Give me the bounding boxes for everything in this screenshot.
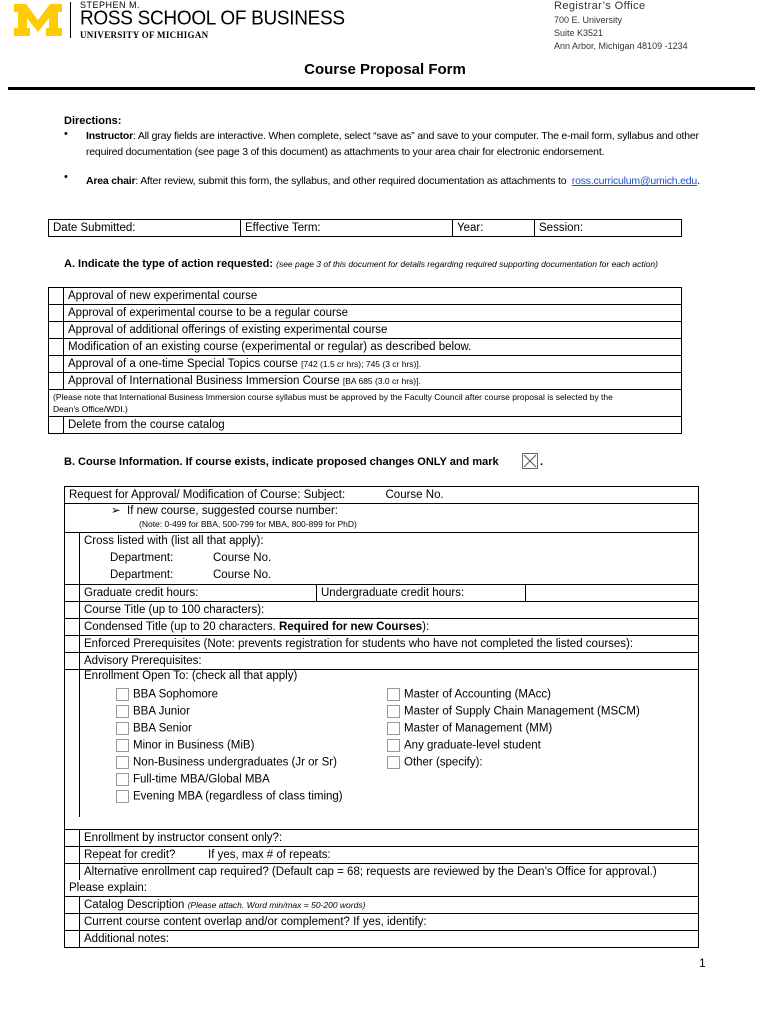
enroll-option-label: Minor in Business (MiB) [133,739,255,752]
new-course-label: If new course, suggested course number: [127,505,338,517]
repeat-field[interactable] [80,847,699,864]
condensed-checkbox[interactable] [65,619,80,636]
section-b-title: B. Course Information. If course exists, indicate proposed changes ONLY and mark [64,456,499,468]
checkbox-icon[interactable] [116,705,129,718]
enroll-option-label: Master of Accounting (MAcc) [404,688,551,701]
page-number: 1 [699,956,706,970]
action-option: Approval of experimental course to be a regular course [64,305,682,322]
request-row[interactable] [65,487,699,504]
condensed-end: ): [422,621,430,633]
action-checkbox[interactable] [49,288,64,305]
brand-university: UNIVERSITY OF MICHIGAN [80,30,209,40]
checkbox-icon[interactable] [116,756,129,769]
checkbox-icon[interactable] [387,705,400,718]
catalog-note: (Please attach. Word min/max = 50-200 words) [187,900,366,910]
checkbox-icon[interactable] [116,773,129,786]
ibi-paragraph-line1: (Please note that International Business Immersion course syllabus must be approved by the Faculty Council after course proposal is selected by the [53,392,613,402]
email-suffix: . [697,175,700,187]
section-b-heading [64,456,499,468]
enroll-option[interactable] [116,756,337,769]
enroll-option[interactable] [116,722,192,735]
enroll-option[interactable] [116,790,343,803]
advisory-prereq-field[interactable]: Advisory Prerequisites: [80,653,699,670]
action-option-delete: Delete from the course catalog [64,417,682,434]
instructor-text: : All gray fields are interactive. When complete, select “save as” and save to your computer. The e-mail form, syllabus and other [133,130,699,142]
enroll-option-label: Full-time MBA/Global MBA [133,773,270,786]
action-option: Approval of new experimental course [64,288,682,305]
enroll-option-label: BBA Senior [133,722,192,735]
date-submitted-field[interactable]: Date Submitted: [49,220,241,237]
request-label: Request for Approval/ Modification of Course: Subject: [69,489,346,501]
special-topics-note: [742 (1.5 cr hrs); 745 (3 cr hrs)]. [301,359,422,369]
new-course-note: (Note: 0-499 for BBA, 500-799 for MBA, 800-899 for PhD) [139,519,357,529]
cap-checkbox[interactable] [65,864,80,881]
credit-checkbox[interactable] [65,585,80,602]
bullet-icon: • [64,171,68,183]
checkbox-icon[interactable] [116,739,129,752]
form-title: Course Proposal Form [304,61,466,78]
instructor-consent-field[interactable]: Enrollment by instructor consent only?: [80,830,699,847]
enroll-option[interactable] [116,773,270,786]
brand-name: ROSS SCHOOL OF BUSINESS [80,7,345,30]
catalog-field[interactable] [80,897,699,914]
action-option [64,356,682,373]
consent-checkbox[interactable] [65,830,80,847]
checkbox-icon[interactable] [387,756,400,769]
university-m-logo [12,2,64,38]
checkbox-icon[interactable] [387,722,400,735]
overlap-field[interactable]: Current course content overlap and/or complement? If yes, identify: [80,914,699,931]
enroll-option[interactable] [387,739,541,752]
address-line2: Suite K3521 [554,28,604,38]
please-explain-field[interactable]: Please explain: [65,880,699,897]
alt-cap-field[interactable]: Alternative enrollment cap required? (Default cap = 68; requests are reviewed by the Dean’s Office for approval.) [80,864,699,881]
instructor-directions [86,128,756,160]
repeat-checkbox[interactable] [65,847,80,864]
enrollment-spacer [65,817,699,830]
enroll-option-label: Non-Business undergraduates (Jr or Sr) [133,756,337,769]
action-checkbox[interactable] [49,373,64,390]
enroll-option-label: Any graduate-level student [404,739,541,752]
additional-notes-field[interactable]: Additional notes: [80,931,699,948]
action-table [48,287,682,434]
enroll-option-label: Master of Supply Chain Management (MSCM) [404,705,640,718]
enroll-option-label: Master of Management (MM) [404,722,553,735]
cross-list-checkbox[interactable] [65,533,80,585]
action-option: Modification of an existing course (experimental or regular) as described below. [64,339,682,356]
address-line3: Ann Arbor, Michigan 48109 -1234 [554,41,688,51]
enroll-option[interactable] [116,688,218,701]
area-chair-directions [86,173,756,189]
department1-field[interactable]: Department: [110,552,174,564]
x-mark-icon [522,453,538,469]
enroll-option-label: BBA Junior [133,705,190,718]
action-checkbox[interactable] [49,305,64,322]
advisory-checkbox[interactable] [65,653,80,670]
arrow-icon: ➢ [111,505,121,517]
enrollment-checkbox[interactable] [65,670,80,818]
checkbox-icon[interactable] [387,739,400,752]
action-option: Approval of additional offerings of existing experimental course [64,322,682,339]
header-rule [8,87,755,90]
enroll-option[interactable] [387,756,483,769]
section-a-title: A. Indicate the type of action requested: [64,258,274,270]
section-b-suffix: . [540,456,544,468]
special-topics-label: Approval of a one-time Special Topics course [68,358,298,370]
email-link[interactable]: ross.curriculum@umich.edu [571,175,698,187]
max-repeats-label: If yes, max # of repeats: [208,849,331,861]
effective-term-field[interactable]: Effective Term: [241,220,453,237]
ibi-paragraph [49,390,682,417]
enforced-prereq-field[interactable]: Enforced Prerequisites (Note: prevents registration for students who have not completed the listed courses): [80,636,699,653]
notes-checkbox[interactable] [65,931,80,948]
checkbox-icon[interactable] [387,688,400,701]
cross-list-label: Cross listed with (list all that apply): [84,535,264,547]
course-no1-field[interactable]: Course No. [213,552,272,564]
action-checkbox[interactable] [49,339,64,356]
instructor-label: Instructor [86,130,134,142]
enroll-option[interactable] [116,705,190,718]
cross-list-row [80,533,699,585]
course-title-field[interactable]: Course Title (up to 100 characters): [80,602,699,619]
address-line1: 700 E. University [554,15,623,25]
checkbox-icon[interactable] [116,688,129,701]
ibi-paragraph-line2: Dean’s Office/WDI.) [53,404,128,414]
condensed-label: Condensed Title (up to 20 characters. [84,621,279,633]
overlap-checkbox[interactable] [65,914,80,931]
enroll-option[interactable] [116,739,254,752]
enroll-option[interactable] [387,705,640,718]
repeat-label: Repeat for credit? [84,849,176,861]
request-course-no: Course No. [385,489,444,501]
area-chair-label: Area chair [86,175,136,187]
section-a-note: (see page 3 of this document for details regarding required supporting documentation for each action) [276,259,658,269]
catalog-label: Catalog Description [84,899,185,911]
instructor-text2: required documentation (see page 3 of this document) as attachments to your area chair for electronic endorsement. [86,146,605,158]
directions-heading: Directions: [64,115,122,127]
checkbox-icon[interactable] [116,790,129,803]
catalog-checkbox[interactable] [65,897,80,914]
action-checkbox[interactable] [49,417,64,434]
enroll-option-label: Evening MBA (regardless of class timing) [133,790,343,803]
ibi-label: Approval of International Business Immersion Course [68,375,340,387]
action-option [64,373,682,390]
enforced-checkbox[interactable] [65,636,80,653]
course-no2-field[interactable]: Course No. [213,569,272,581]
department2-field[interactable]: Department: [110,569,174,581]
brand-small: STEPHEN M. [80,0,141,10]
section-a-heading [64,258,658,270]
enroll-option[interactable] [387,688,551,701]
area-chair-text: : After review, submit this form, the syllabus, and other required documentation as attachments to [135,175,567,187]
enroll-option[interactable] [387,722,552,735]
enroll-option-label: Other (specify): [404,756,483,769]
logo-divider [70,2,71,38]
enrollment-label: Enrollment Open To: (check all that apply) [84,670,298,682]
year-field[interactable]: Year: [453,220,535,237]
condensed-title-field[interactable] [80,619,699,636]
undergrad-credit-field[interactable]: Undergraduate credit hours: [317,585,526,602]
enroll-option-label: BBA Sophomore [133,688,219,701]
ibi-note: [BA 685 (3.0 cr hrs)]. [342,376,421,386]
checkbox-icon[interactable] [116,722,129,735]
office-title: Registrar’s Office [554,0,646,12]
bullet-icon: • [64,128,68,140]
date-table [48,219,682,237]
action-checkbox[interactable] [49,322,64,339]
new-course-row[interactable] [65,504,699,533]
action-checkbox[interactable] [49,356,64,373]
credit-blank-field[interactable] [526,585,699,602]
title-checkbox[interactable] [65,602,80,619]
session-field[interactable]: Session: [535,220,682,237]
condensed-required: Required for new Courses [278,621,423,633]
grad-credit-field[interactable]: Graduate credit hours: [80,585,317,602]
